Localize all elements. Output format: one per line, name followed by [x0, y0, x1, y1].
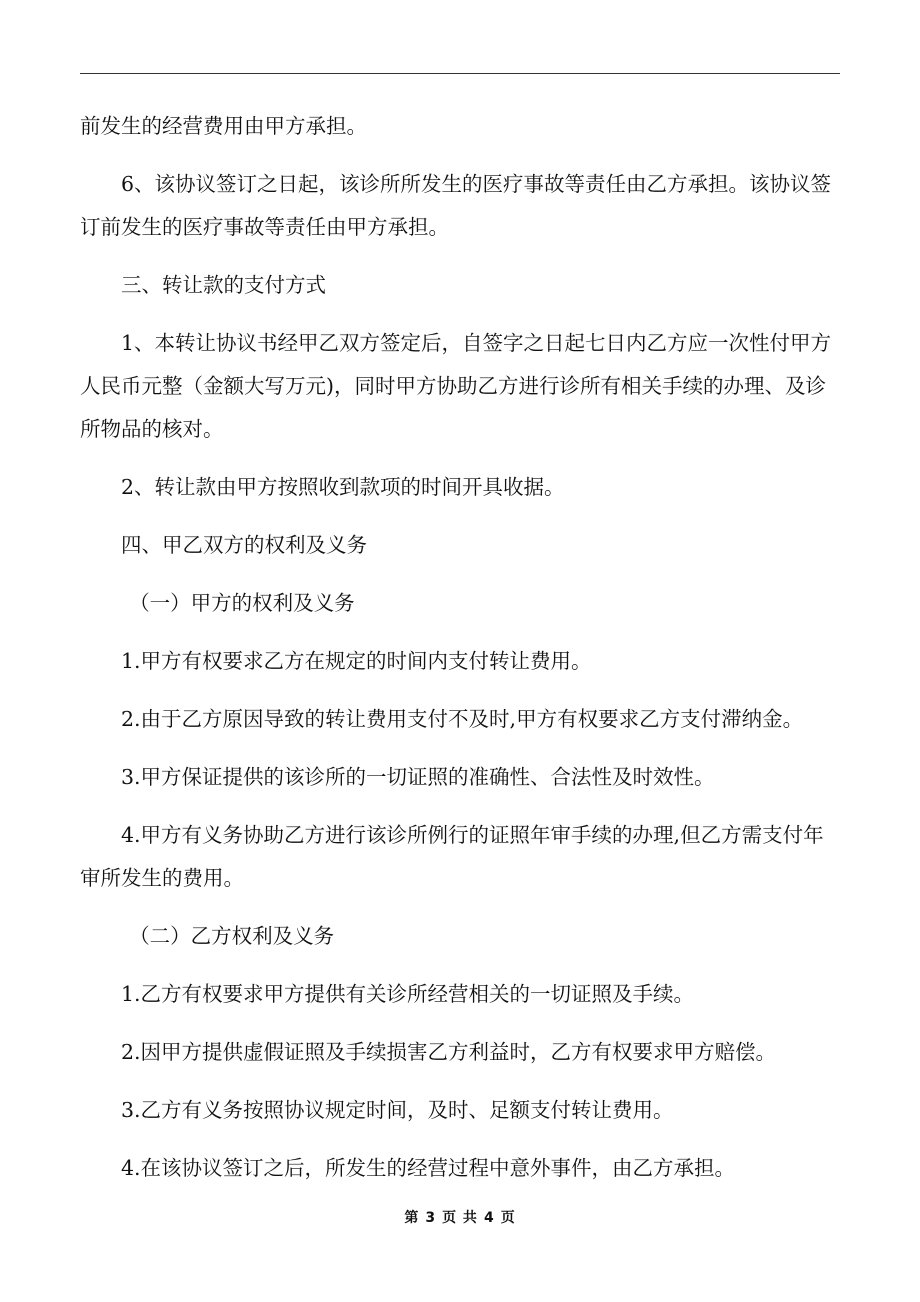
- footer-suffix: 页: [500, 1210, 516, 1226]
- paragraph-party-a-2: 2.由于乙方原因导致的转让费用支付不及时,甲方有权要求乙方支付滞纳金。: [121, 707, 804, 731]
- document-body: [80, 105, 840, 1205]
- paragraph-continuation: 前发生的经营费用由甲方承担。: [80, 114, 367, 138]
- paragraph-payment-1: 1、本转让协议书经甲乙双方签定后，自签字之日起七日内乙方应一次性付甲方人民币元整（金额大写万元)，同时甲方协助乙方进行诊所有相关手续的办理、及诊所物品的核对。: [80, 331, 832, 441]
- paragraph-party-b-4: 4.在该协议签订之后，所发生的经营过程中意外事件，由乙方承担。: [121, 1156, 736, 1180]
- header-rule: [80, 73, 840, 74]
- paragraph-party-a-1: 1.甲方有权要求乙方在规定的时间内支付转让费用。: [121, 649, 592, 673]
- paragraph-clause-6: 6、该协议签订之日起，该诊所所发生的医疗事故等责任由乙方承担。该协议签订前发生的医疗事故等责任由甲方承担。: [80, 172, 832, 239]
- section-heading-payment: 三、转让款的支付方式: [121, 273, 326, 297]
- page-footer: [0, 1207, 920, 1227]
- subsection-heading-party-a: （一）甲方的权利及义务: [129, 591, 355, 615]
- footer-total-pages: 4: [483, 1210, 495, 1226]
- paragraph-party-b-1: 1.乙方有权要求甲方提供有关诊所经营相关的一切证照及手续。: [121, 982, 695, 1006]
- paragraph-party-b-2: 2.因甲方提供虚假证照及手续损害乙方利益时，乙方有权要求甲方赔偿。: [121, 1040, 777, 1064]
- footer-current-page: 3: [425, 1210, 437, 1226]
- paragraph-payment-2: 2、转让款由甲方按照收到款项的时间开具收据。: [121, 475, 565, 499]
- paragraph-party-a-3: 3.甲方保证提供的该诊所的一切证照的准确性、合法性及时效性。: [121, 765, 715, 789]
- footer-middle: 页 共: [442, 1210, 478, 1226]
- subsection-heading-party-b: （二）乙方权利及义务: [129, 924, 335, 948]
- paragraph-party-b-3: 3.乙方有义务按照协议规定时间，及时、足额支付转让费用。: [121, 1098, 674, 1122]
- section-heading-rights: 四、甲乙双方的权利及义务: [121, 533, 367, 557]
- footer-prefix: 第: [404, 1210, 420, 1226]
- paragraph-party-a-4: 4.甲方有义务协助乙方进行该诊所例行的证照年审手续的办理,但乙方需支付年审所发生的费用。: [80, 823, 824, 890]
